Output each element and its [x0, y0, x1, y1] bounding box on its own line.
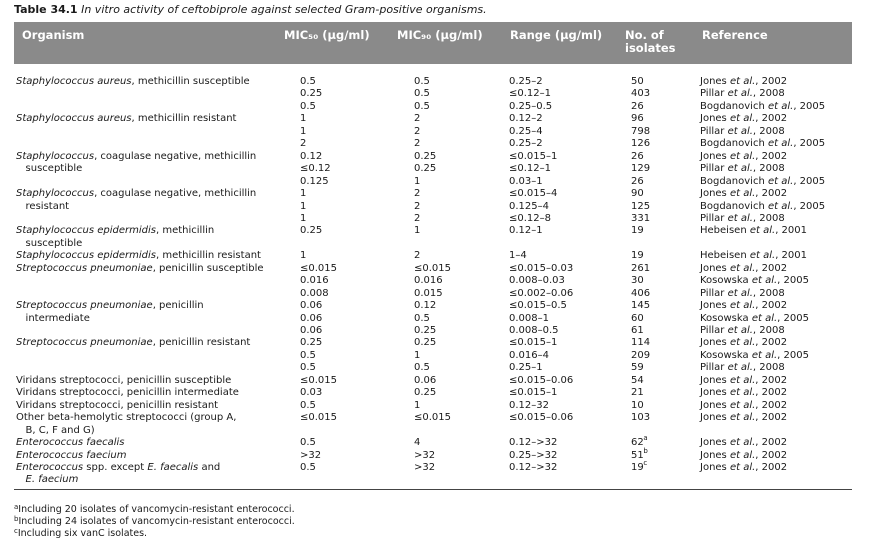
header-mic50: MIC₅₀ (μg/ml) — [284, 28, 370, 42]
range-cell: 0.25–0.5 — [509, 100, 553, 112]
isolates-cell: 26 — [631, 100, 644, 112]
mic50-cell: 1 — [300, 125, 307, 137]
isolates-cell: 50 — [631, 76, 644, 87]
mic50-cell: >32 — [300, 449, 322, 461]
mic90-cell: 0.016 — [414, 275, 443, 287]
mic90-cell: 0.25 — [414, 163, 437, 175]
range-cell: ≤0.12–1 — [509, 163, 552, 175]
isolates-cell: 60 — [631, 312, 644, 324]
range-cell: ≤0.015–0.03 — [509, 262, 574, 274]
reference-cell: Pillar et al., 2008 — [700, 125, 785, 137]
range-cell: ≤0.12–1 — [509, 88, 552, 100]
header-range: Range (μg/ml) — [510, 28, 603, 42]
organism-cell: Staphylococcus, coagulase negative, methicillin — [16, 188, 257, 200]
mic90-cell: 2 — [414, 138, 421, 150]
mic50-cell: ≤0.015 — [300, 374, 338, 386]
reference-cell: Jones et al., 2002 — [700, 437, 788, 449]
mic90-cell: 0.12 — [414, 300, 437, 312]
table-title: In vitro activity of ceftobiprole against selected Gram-positive organisms. — [81, 3, 487, 16]
table-row — [0, 213, 875, 226]
range-cell: 0.016–4 — [509, 349, 549, 361]
organism-cell: susceptible — [16, 163, 83, 175]
footnote-a-mark: a — [14, 503, 19, 511]
isolates-cell: 145 — [631, 300, 651, 312]
mic90-cell: 0.5 — [414, 312, 430, 324]
header-mic90: MIC₉₀ (μg/ml) — [397, 28, 483, 42]
isolates-cell: 26 — [631, 150, 644, 162]
table-row — [0, 151, 875, 164]
mic50-cell: 0.06 — [300, 325, 323, 336]
mic50-cell: 0.5 — [300, 76, 316, 87]
reference-cell: Pillar et al., 2008 — [700, 362, 785, 374]
mic50-cell: ≤0.12 — [300, 163, 331, 175]
organism-cell: Staphylococcus epidermidis, methicillin resistant — [16, 250, 261, 262]
mic50-cell: 0.25 — [300, 337, 323, 349]
mic50-cell: 0.25 — [300, 225, 323, 237]
isolates-cell: 331 — [631, 212, 651, 224]
table-row — [0, 400, 875, 413]
table-row: Enterococcus spp. except E. faecalis and 0.5 >32 0.12–>32 19 c Jones et al., 2002 — [16, 458, 788, 473]
isolates-cell: 129 — [631, 163, 651, 175]
footnote-c-mark: c — [14, 527, 18, 535]
isolates-cell: 125 — [631, 200, 651, 212]
range-cell: 1–4 — [509, 250, 527, 262]
mic50-cell: 0.5 — [300, 362, 316, 374]
range-cell: ≤0.015–1 — [509, 387, 558, 399]
isolates-cell: 10 — [631, 399, 644, 411]
table-row: Enterococcus faecalis 0.5 4 0.12–>32 62 a Jones et al., 2002 — [16, 434, 788, 449]
table-row — [0, 375, 875, 388]
table-row — [0, 188, 875, 201]
reference-cell: Jones et al., 2002 — [700, 374, 788, 386]
footnote-b-text: Including 24 isolates of vancomycin-resistant enterococci. — [18, 516, 295, 527]
table-row — [0, 113, 875, 126]
mic90-cell: 1 — [414, 349, 421, 361]
table-row — [0, 425, 875, 438]
isolates-cell: 114 — [631, 337, 651, 349]
organism-cell: Viridans streptococci, penicillin intermediate — [16, 387, 239, 399]
isolates-cell: 126 — [631, 138, 651, 150]
mic90-cell: ≤0.015 — [414, 412, 452, 424]
mic90-cell: 0.5 — [414, 76, 430, 87]
organism-cell: Enterococcus faecium — [16, 449, 127, 461]
reference-cell: Bogdanovich et al., 2005 — [700, 138, 826, 150]
range-cell: ≤0.015–0.06 — [509, 374, 574, 386]
mic90-cell: 0.5 — [414, 362, 430, 374]
reference-cell: Jones et al., 2002 — [700, 262, 788, 274]
table-row — [0, 474, 875, 487]
isolates-cell: 19 — [631, 461, 644, 473]
table-header — [14, 22, 852, 64]
reference-cell: Bogdanovich et al., 2005 — [700, 175, 826, 187]
isolates-cell: 62 — [631, 437, 644, 449]
reference-cell: Pillar et al., 2008 — [700, 88, 785, 100]
organism-cell: Viridans streptococci, penicillin susceptible — [16, 374, 232, 386]
isolates-cell: 90 — [631, 188, 644, 200]
table-row — [0, 250, 875, 263]
range-cell: ≤0.015–1 — [509, 337, 558, 349]
isolates-cell: 30 — [631, 275, 644, 287]
footnote-b-mark: b — [14, 515, 19, 523]
organism-cell: Enterococcus faecalis — [16, 437, 125, 449]
mic50-cell: ≤0.015 — [300, 262, 338, 274]
mic50-cell: 0.5 — [300, 100, 316, 112]
range-cell: ≤0.015–1 — [509, 150, 558, 162]
mic50-cell: 0.03 — [300, 387, 323, 399]
mic50-cell: 0.12 — [300, 150, 323, 162]
table-row — [0, 275, 875, 288]
reference-cell: Jones et al., 2002 — [700, 449, 788, 461]
isolates-cell: 54 — [631, 374, 644, 386]
range-cell: 0.12–>32 — [509, 461, 558, 473]
mic50-cell: 1 — [300, 113, 307, 125]
header-reference: Reference — [702, 28, 768, 42]
reference-cell: Kosowska et al., 2005 — [700, 312, 809, 324]
footnote-c — [14, 528, 147, 540]
reference-cell: Bogdanovich et al., 2005 — [700, 200, 826, 212]
mic50-cell: 0.008 — [300, 287, 329, 299]
header-isolates-line2: isolates — [625, 41, 676, 55]
isolates-cell: 103 — [631, 412, 651, 424]
reference-cell: Jones et al., 2002 — [700, 412, 788, 424]
organism-cell: Viridans streptococci, penicillin resistant — [16, 399, 219, 411]
isolates-cell: 261 — [631, 262, 651, 274]
mic50-cell: 0.06 — [300, 312, 323, 324]
reference-cell: Kosowska et al., 2005 — [700, 349, 809, 361]
mic50-cell: 0.06 — [300, 300, 323, 312]
range-cell: 0.008–1 — [509, 312, 549, 324]
organism-cell: Enterococcus spp. except E. faecalis and — [16, 461, 221, 473]
reference-cell: Pillar et al., 2008 — [700, 325, 785, 336]
mic50-cell: 1 — [300, 188, 307, 200]
mic50-cell: 0.125 — [300, 175, 329, 187]
organism-cell: intermediate — [16, 312, 90, 324]
range-cell: 0.25–2 — [509, 76, 543, 87]
table-row — [0, 88, 875, 101]
mic90-cell: 2 — [414, 125, 421, 137]
isolates-cell: 19 — [631, 250, 644, 262]
range-cell: ≤0.015–0.06 — [509, 412, 574, 424]
mic50-cell: 0.25 — [300, 88, 323, 100]
mic90-cell: 4 — [414, 437, 421, 449]
mic90-cell: 0.25 — [414, 387, 437, 399]
organism-cell: E. faecium — [25, 474, 79, 486]
organism-cell: Streptococcus pneumoniae, penicillin — [16, 300, 204, 312]
table-row — [0, 288, 875, 301]
isolates-cell: 19 — [631, 225, 644, 237]
organism-cell: Staphylococcus, coagulase negative, methicillin — [16, 150, 257, 162]
mic50-cell: 1 — [300, 200, 307, 212]
organism-cell: B, C, F and G) — [16, 424, 95, 436]
mic50-cell: 1 — [300, 250, 307, 262]
isolates-cell: 798 — [631, 125, 651, 137]
organism-cell: susceptible — [16, 237, 83, 249]
mic50-cell: 0.5 — [300, 399, 316, 411]
range-cell: ≤0.015–0.5 — [509, 300, 567, 312]
mic50-cell: ≤0.015 — [300, 412, 338, 424]
reference-cell: Jones et al., 2002 — [700, 387, 788, 399]
reference-cell: Jones et al., 2002 — [700, 188, 788, 200]
table-row — [0, 337, 875, 350]
isolates-cell: 59 — [631, 362, 644, 374]
mic90-cell: 2 — [414, 113, 421, 125]
organism-cell: resistant — [16, 200, 70, 212]
footnote-a — [14, 504, 295, 516]
table-row — [0, 76, 875, 89]
mic90-cell: 2 — [414, 200, 421, 212]
range-cell: 0.25–>32 — [509, 449, 558, 461]
table-row — [0, 101, 875, 114]
footnote-b — [14, 516, 295, 528]
mic90-cell: 0.25 — [414, 337, 437, 349]
reference-cell: Jones et al., 2002 — [700, 461, 788, 473]
isolates-cell: 406 — [631, 287, 651, 299]
range-cell: 0.125–4 — [509, 200, 549, 212]
isolates-cell: 61 — [631, 325, 644, 336]
organism-cell: Other beta-hemolytic streptococci (group A, — [16, 412, 237, 424]
isolates-cell: 26 — [631, 175, 644, 187]
mic90-cell: >32 — [414, 449, 436, 461]
table-caption — [14, 3, 487, 16]
range-cell: 0.12–2 — [509, 113, 543, 125]
range-cell: 0.25–2 — [509, 138, 543, 150]
range-cell: 0.12–32 — [509, 399, 549, 411]
reference-cell: Hebeisen et al., 2001 — [700, 250, 807, 262]
mic90-cell: 1 — [414, 225, 421, 237]
table-row — [0, 325, 875, 338]
table-row — [0, 313, 875, 326]
table-row: Enterococcus faecium >32 >32 0.25–>32 51 b Jones et al., 2002 — [16, 446, 788, 461]
range-cell: 0.25–1 — [509, 362, 543, 374]
mic90-cell: 0.015 — [414, 287, 443, 299]
reference-cell: Bogdanovich et al., 2005 — [700, 100, 826, 112]
range-cell: 0.12–>32 — [509, 437, 558, 449]
range-cell: 0.008–0.5 — [509, 325, 559, 336]
mic90-cell: ≤0.015 — [414, 262, 452, 274]
reference-cell: Jones et al., 2002 — [700, 399, 788, 411]
mic90-cell: 0.06 — [414, 374, 437, 386]
table-row — [0, 201, 875, 214]
organism-cell: Streptococcus pneumoniae, penicillin resistant — [16, 337, 251, 349]
mic90-cell: 0.5 — [414, 100, 430, 112]
range-cell: ≤0.002–0.06 — [509, 287, 574, 299]
mic90-cell: 1 — [414, 175, 421, 187]
range-cell: ≤0.015–4 — [509, 188, 558, 200]
reference-cell: Pillar et al., 2008 — [700, 287, 785, 299]
mic90-cell: 0.5 — [414, 88, 430, 100]
table-row — [0, 300, 875, 313]
isolates-cell: 209 — [631, 349, 651, 361]
isolates-cell: 403 — [631, 88, 651, 100]
mic90-cell: 2 — [414, 212, 421, 224]
mic90-cell: 0.25 — [414, 325, 437, 336]
footnote-c-text: Including six vanC isolates. — [17, 528, 148, 539]
isolates-cell: 21 — [631, 387, 644, 399]
table-row — [0, 263, 875, 276]
isolates-cell: 96 — [631, 113, 644, 125]
reference-cell: Jones et al., 2002 — [700, 300, 788, 312]
range-cell: ≤0.12–8 — [509, 212, 552, 224]
reference-cell: Jones et al., 2002 — [700, 76, 788, 87]
mic90-cell: 1 — [414, 399, 421, 411]
table-row — [0, 350, 875, 363]
table-row — [0, 362, 875, 375]
table-row — [0, 412, 875, 425]
range-cell: 0.25–4 — [509, 125, 543, 137]
reference-cell: Jones et al., 2002 — [700, 150, 788, 162]
table-row — [0, 126, 875, 139]
mic50-cell: 2 — [300, 138, 307, 150]
table-row — [0, 163, 875, 176]
mic50-cell: 0.5 — [300, 349, 316, 361]
footnote-a-text: Including 20 isolates of vancomycin-resistant enterococci. — [18, 504, 295, 515]
mic90-cell: 2 — [414, 250, 421, 262]
reference-cell: Jones et al., 2002 — [700, 113, 788, 125]
mic50-cell: 1 — [300, 212, 307, 224]
organism-cell: Staphylococcus aureus, methicillin susceptible — [16, 76, 250, 87]
reference-cell: Hebeisen et al., 2001 — [700, 225, 807, 237]
isolates-cell: 51 — [631, 449, 644, 461]
organism-cell: Staphylococcus aureus, methicillin resistant — [16, 113, 237, 125]
table-row — [0, 225, 875, 238]
reference-cell: Pillar et al., 2008 — [700, 163, 785, 175]
organism-cell: Staphylococcus epidermidis, methicillin — [16, 225, 215, 237]
header-isolates-line1: No. of — [625, 28, 664, 42]
table-row — [0, 238, 875, 251]
mic50-cell: 0.016 — [300, 275, 329, 287]
table-row — [0, 138, 875, 151]
reference-cell: Pillar et al., 2008 — [700, 212, 785, 224]
header-organism: Organism — [22, 28, 85, 42]
table-bottom-rule — [14, 489, 852, 490]
mic90-cell: 0.25 — [414, 150, 437, 162]
reference-cell: Kosowska et al., 2005 — [700, 275, 809, 287]
mic50-cell: 0.5 — [300, 437, 316, 449]
reference-cell: Jones et al., 2002 — [700, 337, 788, 349]
organism-cell: Streptococcus pneumoniae, penicillin susceptible — [16, 262, 264, 274]
mic90-cell: 2 — [414, 188, 421, 200]
range-cell: 0.12–1 — [509, 225, 543, 237]
mic90-cell: >32 — [414, 461, 436, 473]
mic50-cell: 0.5 — [300, 461, 316, 473]
table-label: Table 34.1 — [14, 3, 78, 16]
table-row — [0, 387, 875, 400]
table-row — [0, 176, 875, 189]
range-cell: 0.008–0.03 — [509, 275, 565, 287]
range-cell: 0.03–1 — [509, 175, 543, 187]
